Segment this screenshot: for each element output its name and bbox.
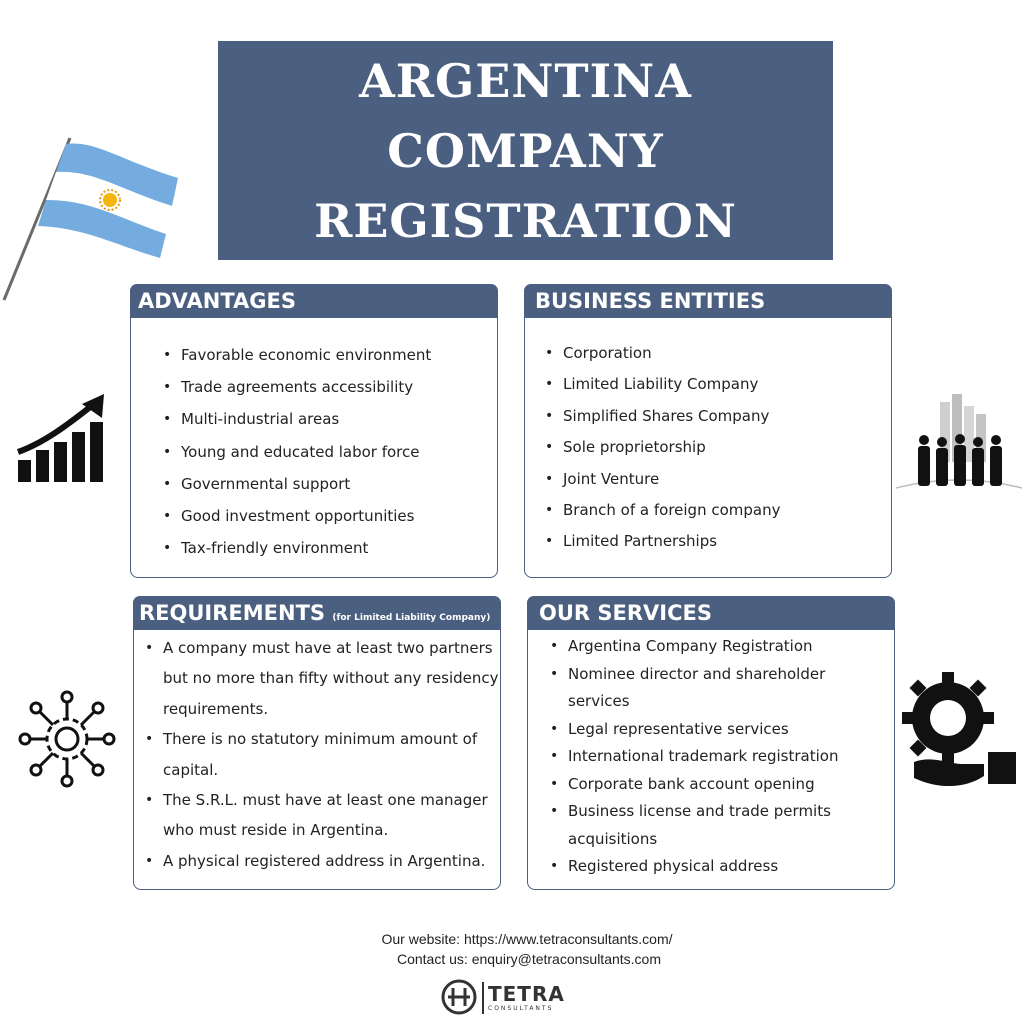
list-item: • Tax-friendly environment [161,532,431,564]
advantages-list [161,339,431,564]
requirements-heading [133,596,501,630]
list-item: • Sole proprietorship [543,432,781,463]
title-banner [218,41,833,260]
growth-chart-icon [16,392,108,484]
requirements-heading-text: REQUIREMENTS [139,601,326,625]
advantages-heading: ADVANTAGES [130,284,498,318]
list-item: • Registered physical address [548,853,888,881]
list-item: • Joint Venture [543,464,781,495]
list-item: • Branch of a foreign company [543,495,781,526]
list-item: • Nominee director and shareholder services [548,661,888,716]
requirements-card [133,596,501,890]
list-item: • Young and educated labor force [161,436,431,468]
website-text: Our website: https://www.tetraconsultants.com/ [381,931,673,947]
title-line-2: REGISTRATION [314,193,737,248]
network-gear-icon [16,688,118,790]
contact-text: Contact us: enquiry@tetraconsultants.com [396,951,661,967]
list-item: • Trade agreements accessibility [161,371,431,403]
argentina-flag-icon [0,130,185,305]
list-item: • International trademark registration [548,743,888,771]
list-item: • Governmental support [161,468,431,500]
requirements-list [143,633,499,876]
requirements-heading-note: (for Limited Liability Company) [332,613,491,623]
list-item: • Multi-industrial areas [161,403,431,435]
logo-divider [482,982,484,1014]
logo-name: TETRA [488,982,565,1006]
services-list [548,633,888,881]
list-item: • A company must have at least two partners but no more than fifty without any residency requirements. [143,633,499,724]
list-item: • Good investment opportunities [161,500,431,532]
advantages-card [130,284,498,578]
list-item: • Argentina Company Registration [548,633,888,661]
business-people-icon [896,392,1022,502]
business-entities-list [543,338,781,558]
list-item: • Corporate bank account opening [548,771,888,799]
list-item: • Favorable economic environment [161,339,431,371]
logo-subtitle: CONSULTANTS [488,1005,554,1012]
business-entities-card [524,284,892,578]
services-heading: OUR SERVICES [527,596,895,630]
tetra-logo [440,978,590,1018]
list-item: • There is no statutory minimum amount of capital. [143,724,499,785]
list-item: • Limited Liability Company [543,369,781,400]
list-item: • A physical registered address in Argentina. [143,846,499,876]
list-item: • Legal representative services [548,716,888,744]
title-line-1: ARGENTINA COMPANY [359,53,692,178]
list-item: • The S.R.L. must have at least one manager who must reside in Argentina. [143,785,499,846]
list-item: • Limited Partnerships [543,526,781,557]
services-card [527,596,895,890]
list-item: • Corporation [543,338,781,369]
list-item: • Simplified Shares Company [543,401,781,432]
business-entities-heading: BUSINESS ENTITIES [524,284,892,318]
list-item: • Business license and trade permits acquisitions [548,798,888,853]
gear-hand-icon [900,670,1020,792]
tetra-logo-icon [440,978,478,1016]
